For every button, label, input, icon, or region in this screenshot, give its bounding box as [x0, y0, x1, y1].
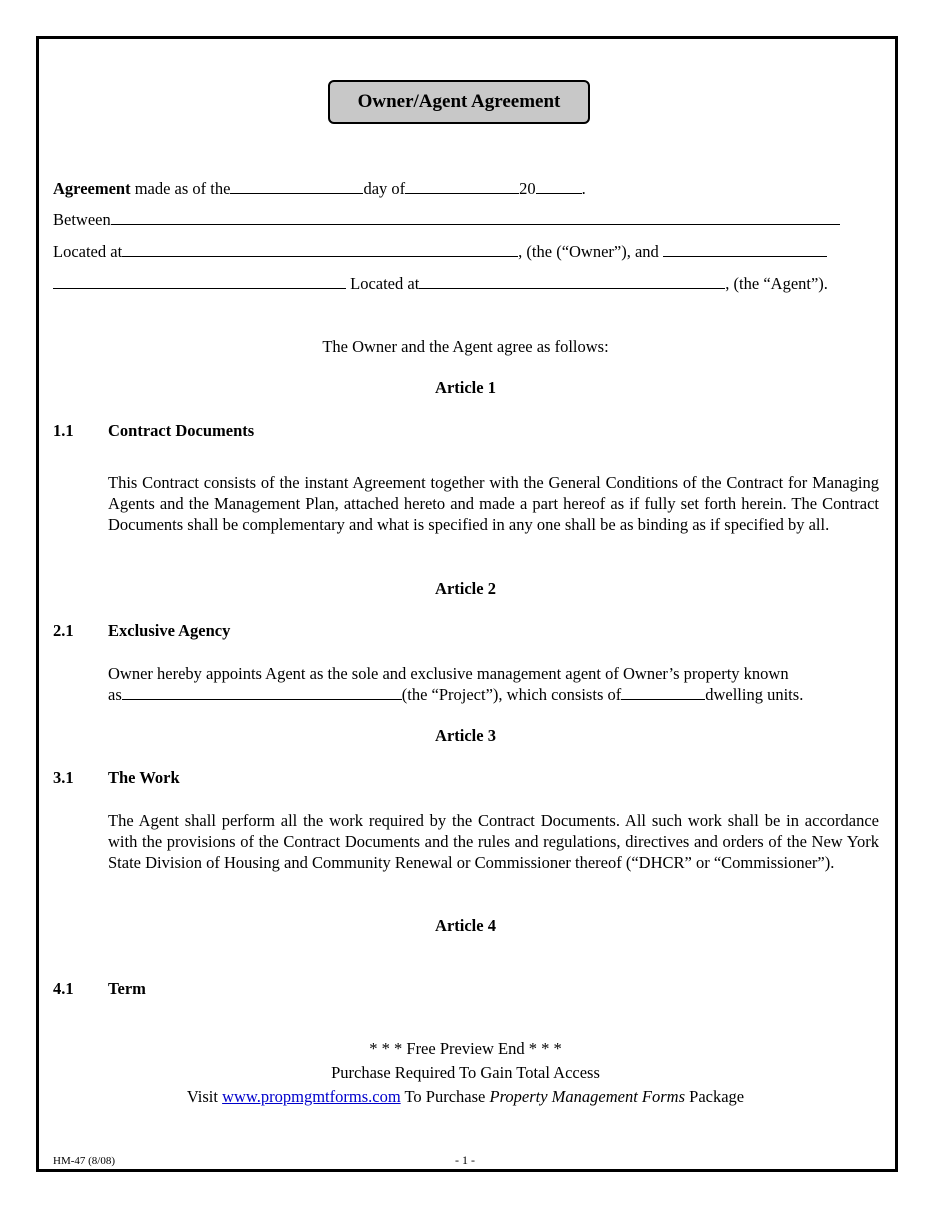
- as-text: as: [108, 685, 122, 704]
- project-name-blank[interactable]: [122, 684, 402, 700]
- located-at-label-2: Located at: [350, 274, 420, 293]
- section-1-1-body: This Contract consists of the instant Agreement together with the General Conditions of the Contract for Managing Agents and the Management Plan, attached hereto and made a part hereof as if fully set forth herein. The Contract Documents shall be complementary and what is specified in any one shall be as binding as if specified by all.: [108, 473, 879, 534]
- owner-address-blank[interactable]: [122, 241, 518, 257]
- section-2-1-title: Exclusive Agency: [108, 621, 231, 640]
- section-1-1-number: 1.1: [53, 421, 74, 440]
- section-4-1-number: 4.1: [53, 979, 74, 998]
- between-line: [53, 209, 840, 230]
- section-3-1-number: 3.1: [53, 768, 74, 787]
- visit-text: Visit: [186, 1087, 223, 1106]
- section-1-1-title: Contract Documents: [108, 421, 255, 440]
- package-name: Property Management Forms: [489, 1087, 686, 1106]
- to-purchase-text: To Purchase: [400, 1087, 490, 1106]
- section-2-1-body-line1: Owner hereby appoints Agent as the sole and exclusive management agent of Owner’s property known: [108, 664, 789, 683]
- form-id: HM-47 (8/08): [53, 1155, 116, 1167]
- made-as-of-text: made as of the: [130, 179, 231, 198]
- agreement-label: Agreement: [53, 179, 131, 198]
- section-3-1-body: The Agent shall perform all the work required by the Contract Documents. All such work shall be in accordance with the provisions of the Contract Documents and the rules and regulations, directives and orders of the New York State Division of Housing and Community Renewal or Commissioner thereof (“DHCR” or “Commissioner”).: [108, 811, 879, 872]
- page-border: [36, 36, 898, 1172]
- month-blank[interactable]: [405, 178, 519, 194]
- website-link[interactable]: www.propmgmtforms.com: [222, 1087, 401, 1106]
- section-3-1-title: The Work: [108, 768, 180, 787]
- year-prefix: 20: [519, 179, 536, 198]
- page-number: - 1 -: [455, 1153, 475, 1167]
- section-4-1-title: Term: [108, 979, 146, 998]
- between-label: Between: [53, 210, 111, 229]
- document-title: Owner/Agent Agreement: [328, 80, 590, 124]
- agreement-date-line: [53, 178, 586, 199]
- preview-end-text: * * * Free Preview End * * *: [369, 1039, 562, 1058]
- located-at-label: Located at: [53, 242, 123, 261]
- section-2-1-number: 2.1: [53, 621, 74, 640]
- visit-line: [36, 1087, 895, 1107]
- section-2-1-body-line2: [108, 684, 803, 705]
- day-of-text: day of: [363, 179, 406, 198]
- article-3-heading: Article 3: [435, 726, 496, 745]
- article-1-heading: Article 1: [435, 378, 496, 397]
- agent-name-blank-2[interactable]: [53, 273, 346, 289]
- project-text: (the “Project”), which consists of: [401, 685, 622, 704]
- owner-location-line: [53, 241, 827, 262]
- period: .: [581, 179, 586, 198]
- between-blank[interactable]: [111, 209, 840, 225]
- agent-location-line: [53, 273, 828, 294]
- agent-name-blank[interactable]: [663, 241, 827, 257]
- agent-address-blank[interactable]: [419, 273, 725, 289]
- package-text: Package: [685, 1087, 745, 1106]
- day-blank[interactable]: [230, 178, 363, 194]
- article-2-heading: Article 2: [435, 579, 496, 598]
- units-text: dwelling units.: [705, 685, 804, 704]
- article-4-heading: Article 4: [435, 916, 496, 935]
- agent-suffix-text: , (the “Agent”).: [725, 274, 828, 293]
- intro-text: The Owner and the Agent agree as follows:: [322, 337, 609, 356]
- year-blank[interactable]: [536, 178, 582, 194]
- purchase-required-text: Purchase Required To Gain Total Access: [331, 1063, 600, 1082]
- owner-and-text: , (the (“Owner”), and: [518, 242, 659, 261]
- dwelling-units-blank[interactable]: [621, 684, 705, 700]
